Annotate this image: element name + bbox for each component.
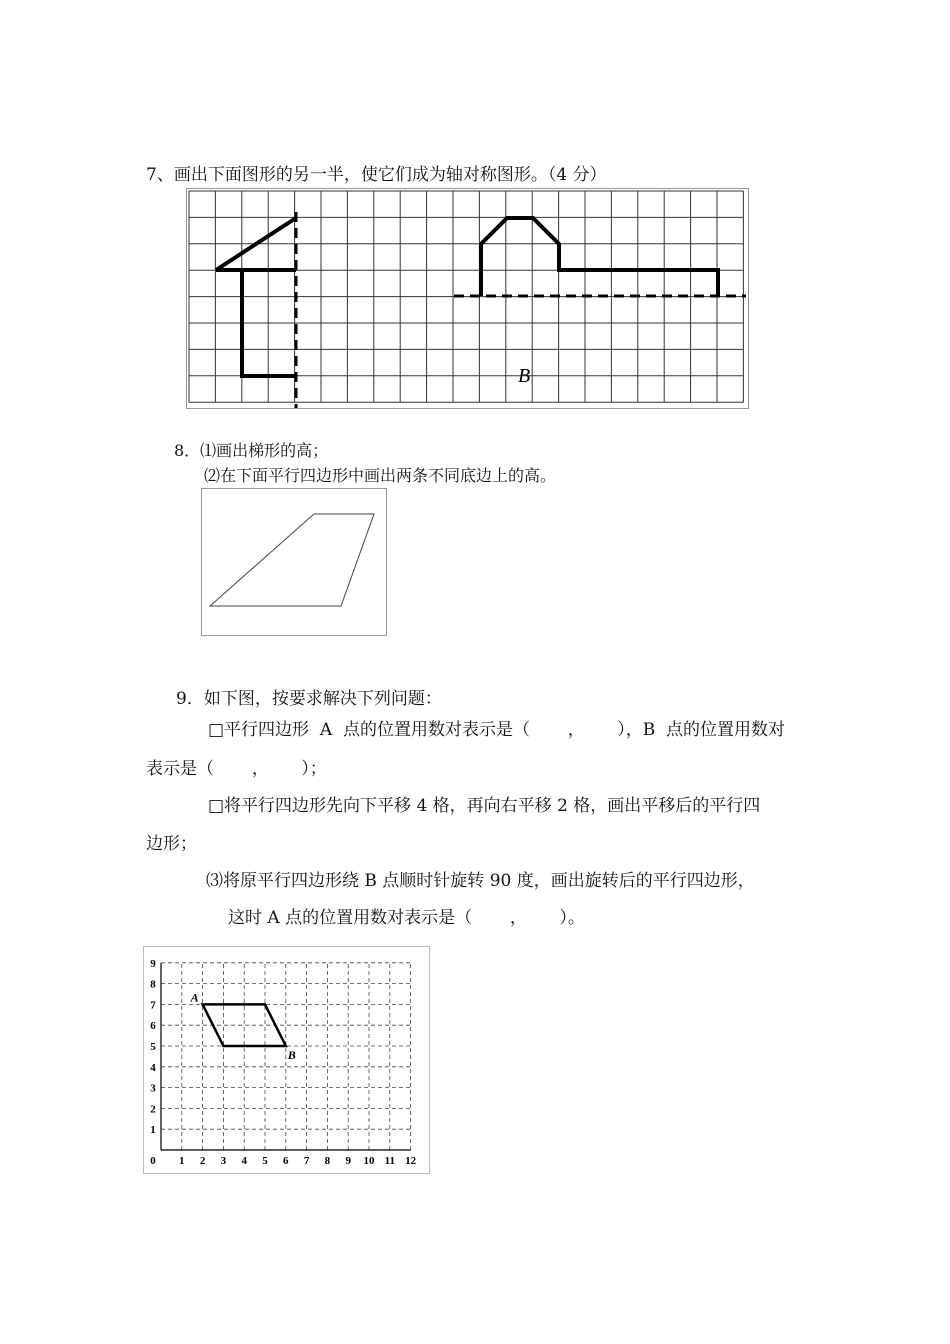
q9-x-tick-label: 1 <box>179 1155 185 1167</box>
q9-point-a-label: A <box>190 990 199 1005</box>
q9-grid-svg <box>143 946 430 1174</box>
q9-part2-line2: 边形； <box>146 834 197 854</box>
q7-symmetry-grid <box>186 188 750 410</box>
q9-y-tick-label: 5 <box>150 1041 156 1053</box>
q8-title: 8．⑴画出梯形的高； <box>174 441 329 460</box>
q9-y-tick-label: 6 <box>150 1020 156 1033</box>
q9-frame <box>144 947 430 1174</box>
q9-part2-line1: □将平行四边形先向下平移 4 格，再向右平移 2 格，画出平移后的平行四 <box>208 796 761 816</box>
q9-part1-line1: □平行四边形 A 点的位置用数对表示是（ ， ），B 点的位置用数对 <box>208 720 786 740</box>
q7-figure-label: B <box>518 365 531 387</box>
q9-y-tick-label: 8 <box>150 978 156 991</box>
q9-part1-line2: 表示是（ ， ）； <box>146 759 327 779</box>
q9-x-tick-label: 3 <box>220 1155 227 1167</box>
q9-y-tick-label: 9 <box>150 957 156 970</box>
q9-y-tick-label: 2 <box>150 1103 156 1116</box>
q9-y-tick-label: 3 <box>150 1082 156 1095</box>
q9-y-tick-label: 7 <box>150 999 156 1012</box>
q9-x-tick-label: 4 <box>241 1155 247 1167</box>
q9-x-tick-label: 9 <box>345 1155 351 1167</box>
q9-y-tick-label: 4 <box>150 1061 156 1074</box>
q8-frame <box>202 489 387 636</box>
q9-x-tick-label: 11 <box>384 1155 396 1167</box>
q9-coordinate-grid <box>143 946 430 1174</box>
q8-trapezoid-figure <box>201 488 387 636</box>
q9-x-tick-label: 12 <box>405 1155 417 1167</box>
q9-title: 9．如下图，按要求解决下列问题： <box>176 689 442 709</box>
q9-point-b-label: B <box>287 1048 296 1062</box>
q9-part3-line2: 这时 A 点的位置用数对表示是（ ， ）。 <box>228 908 585 928</box>
q9-x-tick-label: 5 <box>262 1155 268 1167</box>
q9-y-tick-label: 1 <box>150 1124 156 1137</box>
q9-x-tick-label: 10 <box>363 1155 375 1167</box>
q9-x-tick-label: 7 <box>303 1155 310 1167</box>
q8-line2: ⑵在下面平行四边形中画出两条不同底边上的高。 <box>204 466 557 485</box>
q9-x-tick-label: 6 <box>283 1155 289 1167</box>
q7-gridlines <box>189 191 743 402</box>
q9-x-tick-label: 8 <box>324 1155 331 1167</box>
q9-x-tick-label: 2 <box>199 1155 206 1167</box>
q7-grid-svg <box>186 188 750 410</box>
q9-part3-line1: ⑶将原平行四边形绕 B 点顺时针旋转 90 度，画出旋转后的平行四边形， <box>206 871 755 891</box>
q7-right-shape <box>481 218 718 296</box>
q7-title: 7、画出下面图形的另一半，使它们成为轴对称图形。（4 分） <box>146 165 607 185</box>
q8-figure-svg <box>201 488 387 636</box>
q9-x-tick-label: 0 <box>150 1155 156 1167</box>
